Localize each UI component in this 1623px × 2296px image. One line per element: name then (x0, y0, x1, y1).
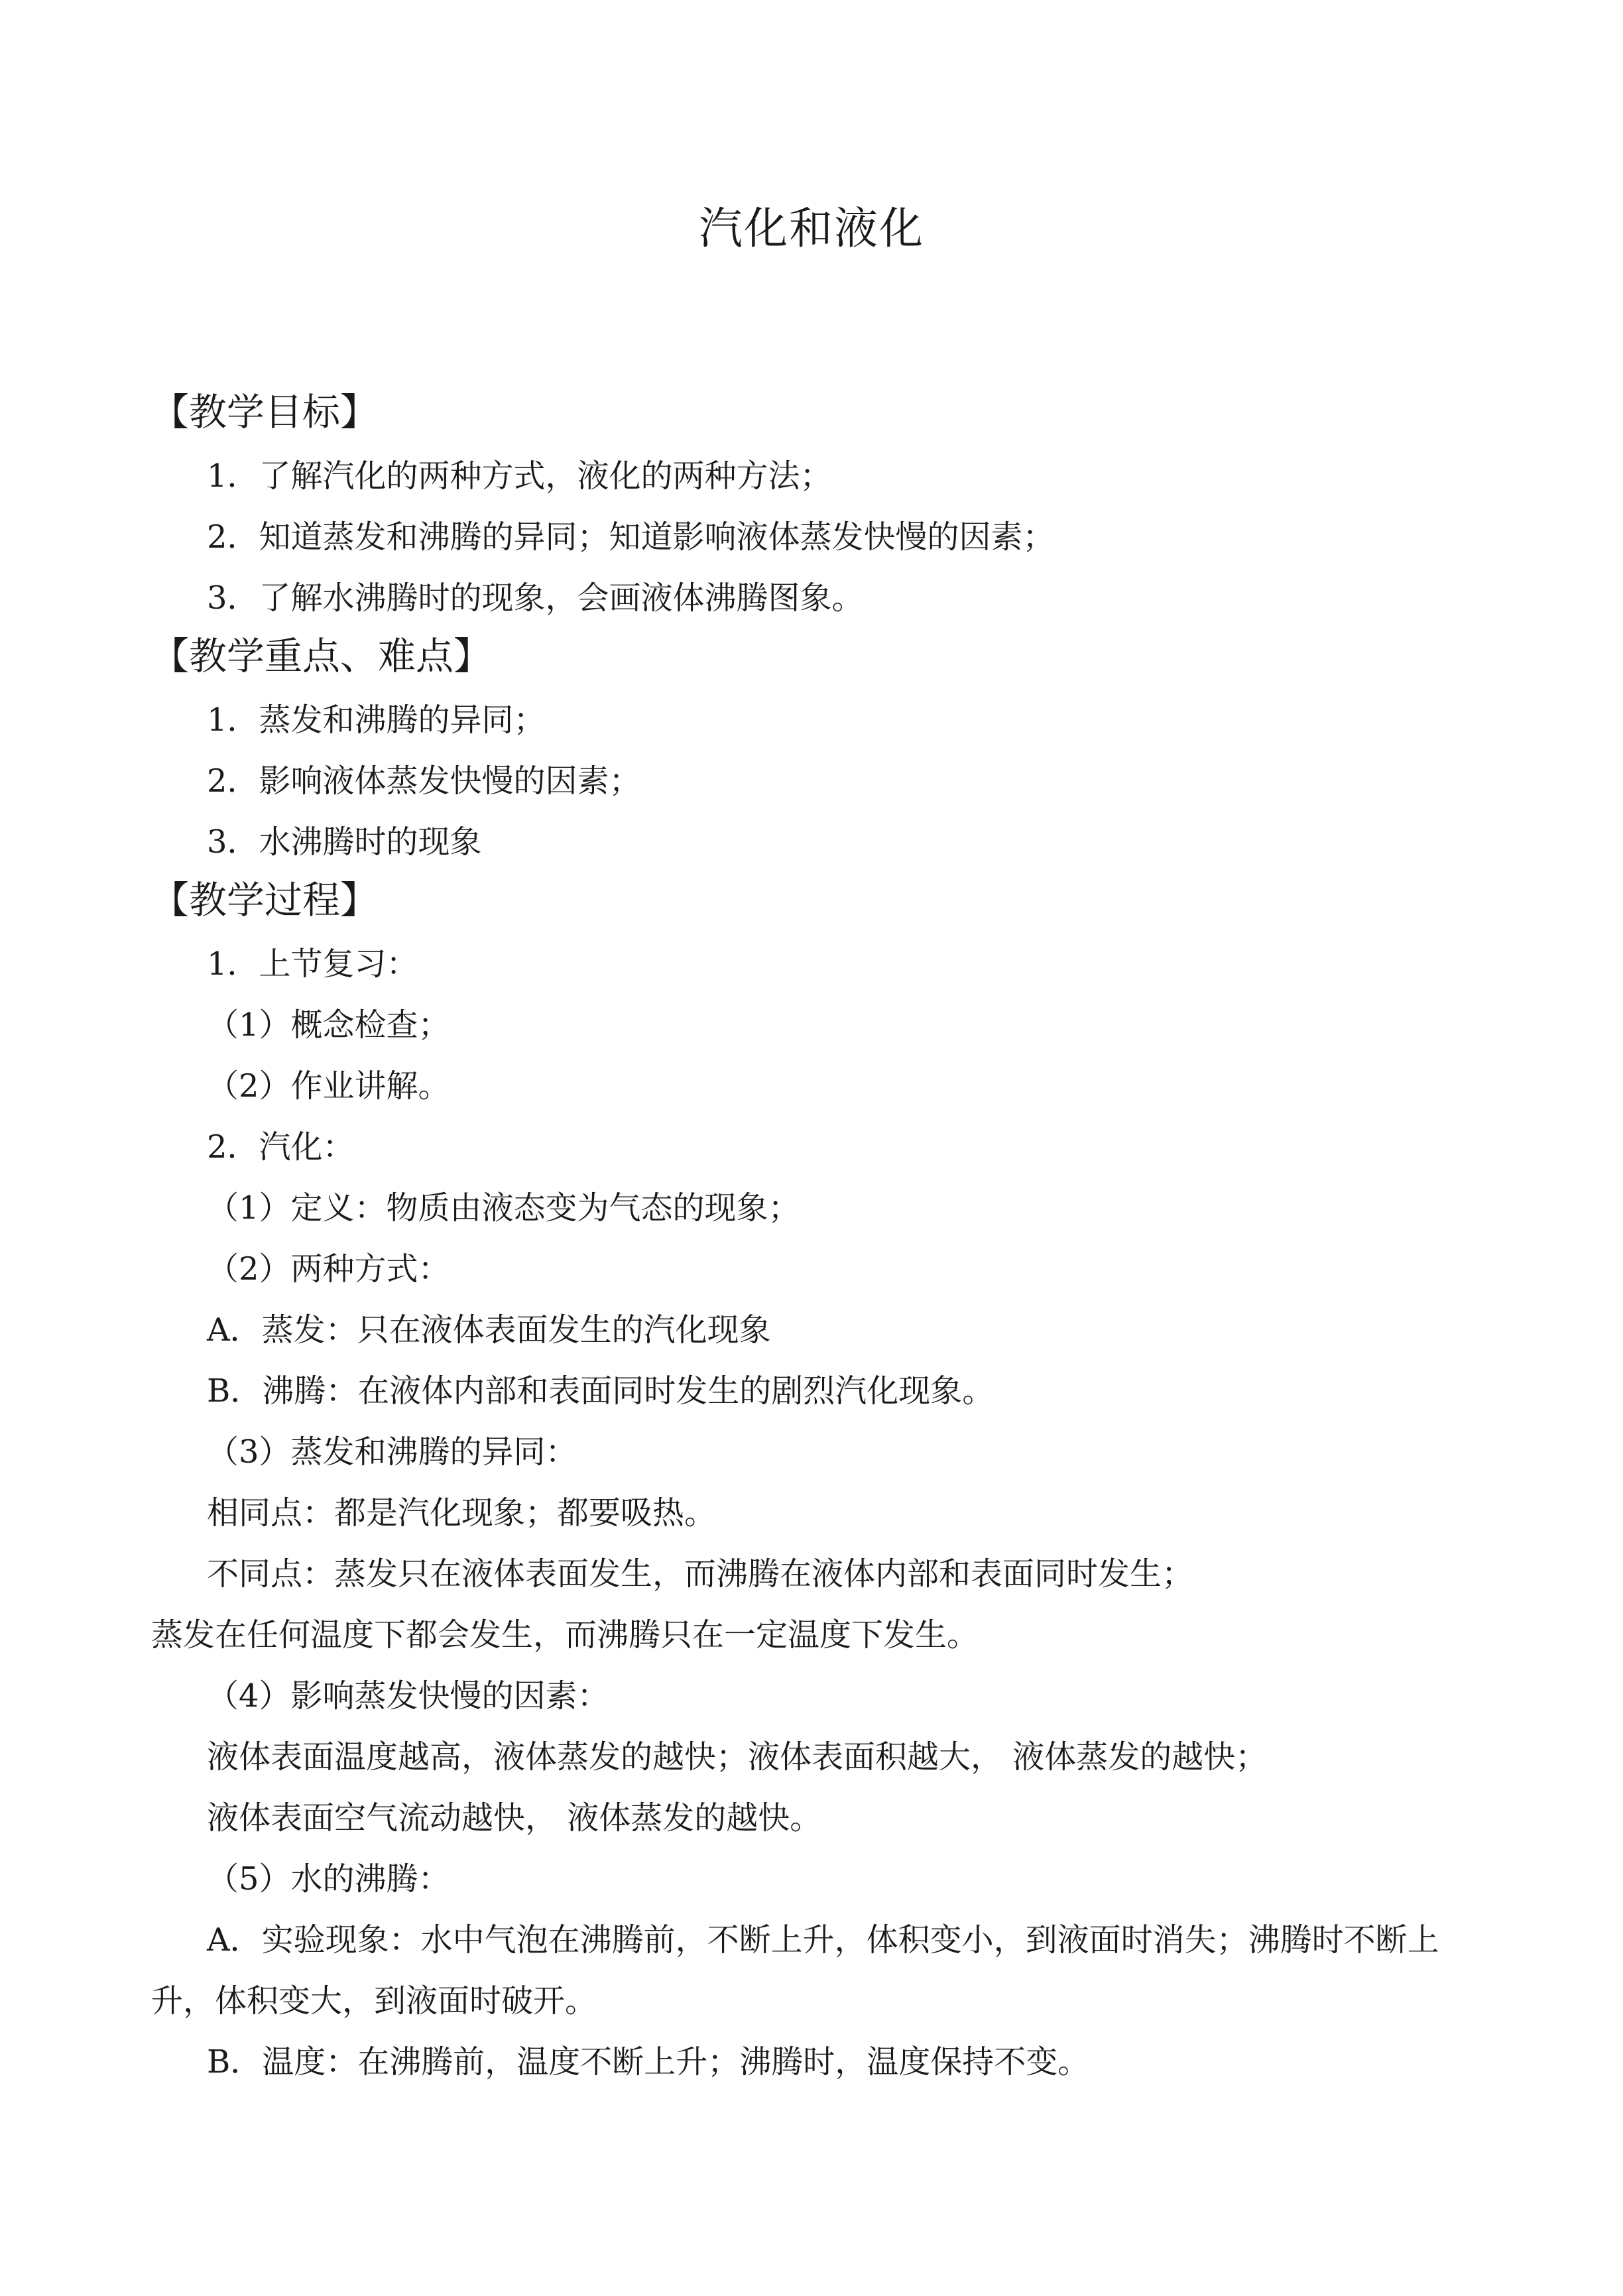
objectives-item-2: 2．知道蒸发和沸腾的异同；知道影响液体蒸发快慢的因素； (207, 518, 1055, 556)
process-line: （4）影响蒸发快慢的因素： (207, 1677, 609, 1715)
key-points-item-2: 2．影响液体蒸发快慢的因素； (207, 762, 641, 800)
process-line: （5）水的沸腾： (207, 1860, 450, 1898)
process-line: 蒸发在任何温度下都会发生，而沸腾只在一定温度下发生。 (151, 1616, 979, 1654)
objectives-item-3: 3．了解水沸腾时的现象，会画液体沸腾图象。 (207, 579, 864, 617)
process-heading: 【教学过程】 (151, 878, 378, 922)
process-line: 2．汽化： (207, 1128, 355, 1166)
process-line: （2）作业讲解。 (207, 1067, 450, 1105)
process-line: A．蒸发：只在液体表面发生的汽化现象 (207, 1311, 771, 1349)
process-line: （3）蒸发和沸腾的异同： (207, 1433, 577, 1471)
objectives-item-1: 1．了解汽化的两种方式，液化的两种方法； (207, 457, 832, 495)
objectives-heading: 【教学目标】 (151, 391, 378, 434)
process-line: 液体表面空气流动越快， 液体蒸发的越快。 (207, 1799, 822, 1837)
process-line: 升，体积变大，到液面时破开。 (151, 1982, 597, 2020)
process-line: 不同点：蒸发只在液体表面发生，而沸腾在液体内部和表面同时发生； (207, 1555, 1194, 1593)
key-points-item-1: 1．蒸发和沸腾的异同； (207, 701, 546, 739)
process-line: B．温度：在沸腾前，温度不断上升；沸腾时，温度保持不变。 (207, 2043, 1090, 2081)
process-line: 相同点：都是汽化现象；都要吸热。 (207, 1494, 717, 1532)
key-points-heading: 【教学重点、难点】 (151, 634, 491, 678)
process-line: （1）定义：物质由液态变为气态的现象； (207, 1189, 800, 1227)
process-line: （2）两种方式： (207, 1250, 450, 1288)
key-points-item-3: 3．水沸腾时的现象 (207, 823, 482, 861)
process-line: 液体表面温度越高，液体蒸发的越快；液体表面积越大， 液体蒸发的越快； (207, 1738, 1268, 1776)
document-title: 汽化和液化 (699, 203, 924, 254)
process-line: （1）概念检查； (207, 1006, 450, 1044)
process-line: B．沸腾：在液体内部和表面同时发生的剧烈汽化现象。 (207, 1372, 994, 1410)
process-line: 1．上节复习： (207, 945, 418, 983)
process-line: A．实验现象：水中气泡在沸腾前，不断上升，体积变小，到液面时消失；沸腾时不断上 (207, 1921, 1439, 1959)
